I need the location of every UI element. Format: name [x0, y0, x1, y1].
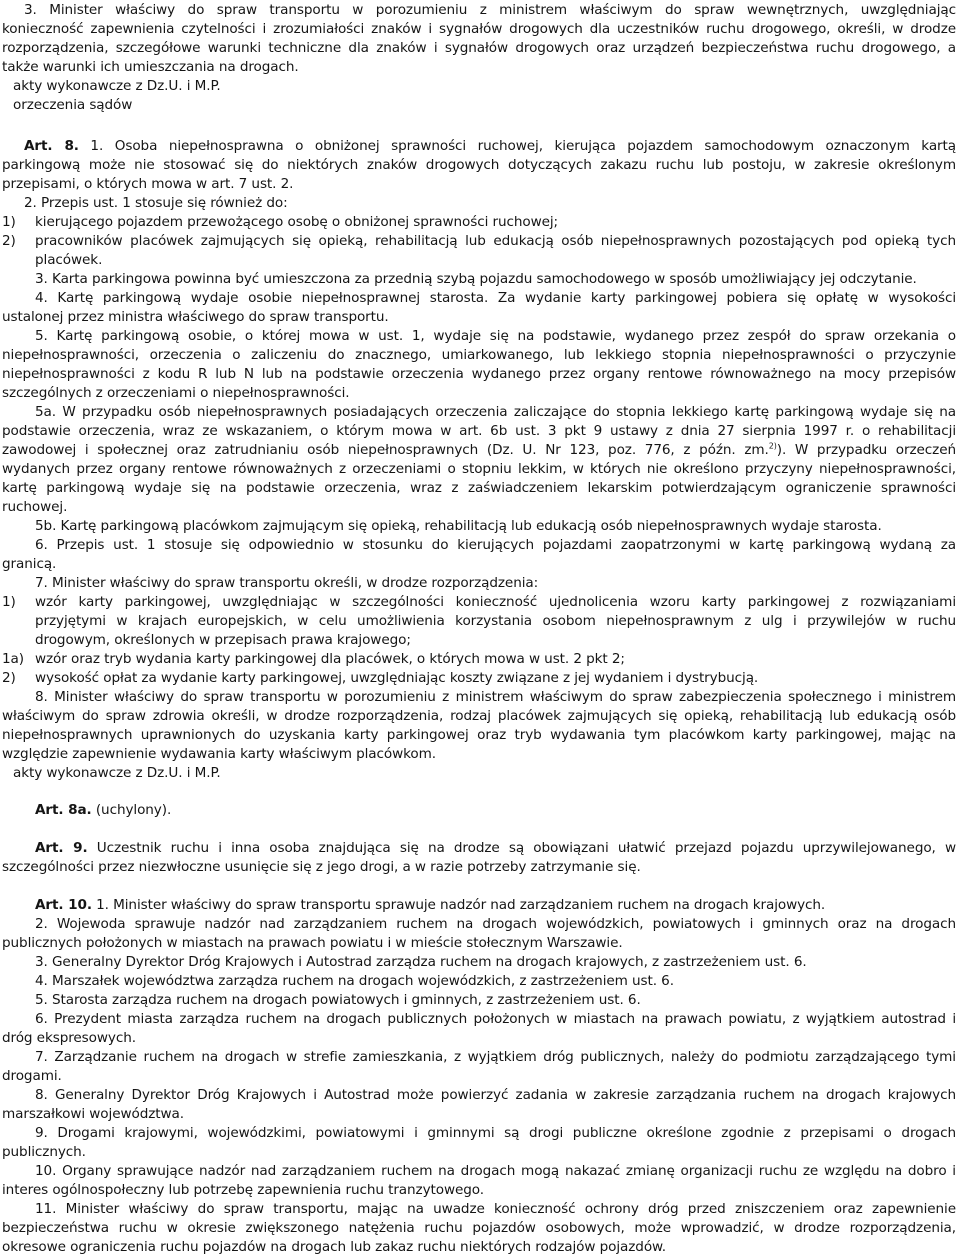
text-line: 3. Generalny Dyrektor Dróg Krajowych i Autostrad zarządza ruchem na drogach krajowych, z zastrzeżeniem ust. 6. — [35, 954, 807, 970]
text-line: pracowników placówek zajmujących się opieką, rehabilitacją lub edukacją osób niepełnosprawnych pozostających pod opieką tych — [35, 233, 956, 249]
text-line: granicą. — [2, 556, 57, 572]
text-line: wzór oraz tryb wydania karty parkingowej dla placówek, o których mowa w ust. 2 pkt 2; — [35, 651, 625, 667]
text-line: 8. Minister właściwy do spraw transportu w porozumieniu z ministrem właściwym do spraw zabezpieczenia społecznego i ministrem — [35, 689, 956, 705]
text-line: 5a. W przypadku osób niepełnosprawnych posiadających orzeczenia zaliczające do stopnia lekkiego kartę parkingową wydaje się na — [35, 404, 956, 420]
text-line: 3. Karta parkingowa powinna być umieszczona za przednią szybą pojazdu samochodowego w sposób umożliwiający jej odczytanie. — [35, 271, 917, 287]
text-line: niepełnosprawności, orzeczenia o zaliczeniu do znacznego, umiarkowanego, lub lekkiego stopnia niepełnosprawności o przyczynie — [2, 347, 956, 363]
text-line: ruchowej. — [2, 499, 68, 515]
text-line: publicznych. — [2, 1144, 86, 1160]
text-line: 8. Generalny Dyrektor Dróg Krajowych i Autostrad może powierzyć zadania w zakresie zarządzania ruchem na drogach krajowych — [35, 1087, 956, 1103]
text-line: interes ogólnospołeczny lub potrzebę zapewnienia ruchu tranzytowego. — [2, 1182, 484, 1198]
text-line: 6. Przepis ust. 1 stosuje się odpowiednio w stosunku do kierujących pojazdami zaopatrzonymi w kartę parkingową wydaną za — [35, 537, 956, 553]
text-line: publicznych położonych w miastach na prawach powiatu i w mieście stołecznym Warszawie. — [2, 935, 623, 951]
text-line: 7. Zarządzanie ruchem na drogach w strefie zamieszkania, z wyjątkiem dróg publicznych, należy do podmiotu zarządzającego tymi — [35, 1049, 956, 1065]
list-marker: 2) — [2, 233, 16, 249]
text-line: 4. Marszałek województwa zarządza ruchem na drogach wojewódzkich, z zastrzeżeniem ust. 6. — [35, 973, 674, 989]
text-line: 5. Kartę parkingową osobie, o której mowa w ust. 1, wydaje się na podstawie, wydanego przez zespół do spraw orzekania o — [35, 328, 956, 344]
text-line: niepełnosprawności z kodu R lub N lub na podstawie orzeczenia wydanego przez organy rentowe równoważnego na mocy przepisów — [2, 366, 956, 382]
text-line: orzeczenia sądów — [13, 97, 133, 113]
article-heading-line — [35, 839, 956, 857]
text-line: kartę parkingową wydaje się na podstawie orzeczenia, wraz z zaświadczeniem lekarskim potwierdzającym ograniczenie sprawności — [2, 480, 956, 496]
text-line: drogowym, określonych w przepisach prawa krajowego; — [35, 632, 411, 648]
text-line: 3. Minister właściwy do spraw transportu w porozumieniu z ministrem właściwym do spraw wewnętrznych, uwzględniając — [24, 2, 956, 18]
text-line: rozporządzenia, szczegółowe warunki techniczne dla znaków i sygnałów drogowych oraz urządzeń bezpieczeństwa ruchu drogowego, a — [2, 40, 956, 56]
text-line: przyjętymi w krajach europejskich, w celu umożliwienia korzystania osobom niepełnosprawnym z ulg i przywilejów w ruchu — [35, 613, 956, 629]
text-line: akty wykonawcze z Dz.U. i M.P. — [13, 78, 221, 94]
text-line: dróg ekspresowych. — [2, 1030, 136, 1046]
text-line: niepełnosprawnych uprawnionych do uzyskania karty parkingowej oraz tryb wydawania tym placówkom karty parkingowej, mając na — [2, 727, 956, 743]
text-line: 6. Prezydent miasta zarządza ruchem na drogach publicznych położonych w miastach na prawach powiatu, z wyjątkiem autostrad i — [35, 1011, 956, 1027]
text-line: kierującego pojazdem przewożącego osobę o obniżonej sprawności ruchowej; — [35, 214, 559, 230]
text-line: konieczność zapewnienia czytelności i zrozumiałości znaków i sygnałów drogowych dla uczestników ruchu drogowego, określi, w drodze — [2, 21, 956, 37]
text-line: zawodowej i społecznej oraz zatrudnianiu osób niepełnosprawnych (Dz. U. Nr 123, poz. 776, z późn. zm. — [2, 442, 769, 458]
text-line: 10. Organy sprawujące nadzór nad zarządzaniem ruchem na drogach mogą nakazać zmianę organizacji ruchu ze względu na dobro i — [35, 1163, 956, 1179]
text-line: ustalonej przez ministra właściwego do spraw transportu. — [2, 309, 389, 325]
text-line: właściwym do spraw zdrowia określi, w drodze rozporządzenia, rodzaj placówek zajmujących się opieką, rehabilitacją lub edukacją osób — [2, 708, 956, 724]
text-line: 4. Kartę parkingową wydaje osobie niepełnosprawnej starosta. Za wydanie karty parkingowej pobiera się opłatę w wysokości — [35, 290, 956, 306]
text-line: (uchylony). — [91, 802, 172, 818]
article-heading-line — [35, 896, 825, 914]
text-line: 9. Drogami krajowymi, wojewódzkimi, powiatowymi i gminnymi są drogi publiczne określone zgodnie z przepisami o drogach — [35, 1125, 956, 1141]
footnote-marker: 2) — [768, 441, 777, 451]
list-marker: 1) — [2, 594, 16, 610]
text-line: 2. Przepis ust. 1 stosuje się również do: — [24, 195, 288, 211]
text-line: wysokość opłat za wydanie karty parkingowej, uwzględniając koszty związane z jej wydaniem i dystrybucją. — [35, 670, 759, 686]
text-line: wzór karty parkingowej, uwzględniając w szczególności konieczność ujednolicenia wzoru karty parkingowej z rozwiązaniami — [35, 594, 956, 610]
text-line: 5. Starosta zarządza ruchem na drogach powiatowych i gminnych, z zastrzeżeniem ust. 6. — [35, 992, 641, 1008]
text-line: drogami. — [2, 1068, 62, 1084]
text-line: przepisami, o których mowa w art. 7 ust. 2. — [2, 176, 294, 192]
article-heading-line — [35, 801, 171, 819]
article-heading-line — [24, 137, 956, 155]
text-line: wydanych przez organy rentowe równoważnych z orzeczeniami o stopniu lekkim, w których nie określono przyczyny niepełnosprawności, — [2, 461, 956, 477]
list-marker: 1a) — [2, 651, 24, 667]
text-line: 1. Minister właściwy do spraw transportu sprawuje nadzór nad zarządzaniem ruchem na drogach krajowych. — [91, 897, 826, 913]
text-line: szczególności przez niezwłoczne usunięcie się z jego drogi, a w razie potrzeby zatrzymanie się. — [2, 859, 641, 875]
article-number: Art. 9. — [35, 840, 88, 856]
text-line: 1. Osoba niepełnosprawna o obniżonej sprawności ruchowej, kierująca pojazdem samochodowym oznaczonym kartą — [78, 138, 956, 154]
text-line: 7. Minister właściwy do spraw transportu określi, w drodze rozporządzenia: — [35, 575, 539, 591]
text-line-with-footnote — [2, 441, 956, 459]
text-line: Uczestnik ruchu i inna osoba znajdująca się na drodze są obowiązani ułatwić przejazd pojazdu uprzywilejowanego, w — [87, 840, 956, 856]
text-line: akty wykonawcze z Dz.U. i M.P. — [13, 765, 221, 781]
text-line: bezpieczeństwa ruchu w okresie zwiększonego natężenia ruchu pojazdów osobowych, może wprowadzić, w drodze rozporządzenia, — [2, 1220, 956, 1236]
article-number: Art. 8a. — [35, 802, 92, 818]
list-marker: 2) — [2, 670, 16, 686]
text-line: także warunki ich umieszczania na drogach. — [2, 59, 299, 75]
text-line: ). W przypadku orzeczeń — [776, 442, 956, 458]
text-line: 5b. Kartę parkingową placówkom zajmującym się opieką, rehabilitacją lub edukacją osób niepełnosprawnych wydaje starosta. — [35, 518, 882, 534]
text-line: marszałkowi województwa. — [2, 1106, 184, 1122]
text-line: względzie zapewnienie wydawania karty właściwym placówkom. — [2, 746, 436, 762]
text-line: szczególnych z orzeczeniami o niepełnosprawności. — [2, 385, 350, 401]
article-number: Art. 10. — [35, 897, 92, 913]
article-number: Art. 8. — [24, 138, 79, 154]
text-line: parkingową może nie stosować się do niektórych znaków drogowych dotyczących zakazu ruchu lub postoju, w zakresie określonym — [2, 157, 956, 173]
text-line: 11. Minister właściwy do spraw transportu, mając na uwadze konieczność ochrony dróg przed zniszczeniem oraz zapewnienie — [35, 1201, 956, 1217]
text-line: placówek. — [35, 252, 103, 268]
text-line: okresowe ograniczenia ruchu pojazdów na drogach lub zakaz ruchu niektórych rodzajów pojazdów. — [2, 1239, 667, 1255]
text-line: podstawie orzeczenia, wraz ze wskazaniem, o którym mowa w art. 6b ust. 3 pkt 9 ustawy z dnia 27 sierpnia 1997 r. o rehabilitacji — [2, 423, 956, 439]
list-marker: 1) — [2, 214, 16, 230]
text-line: 2. Wojewoda sprawuje nadzór nad zarządzaniem ruchem na drogach wojewódzkich, powiatowych i gminnych oraz na drogach — [35, 916, 956, 932]
